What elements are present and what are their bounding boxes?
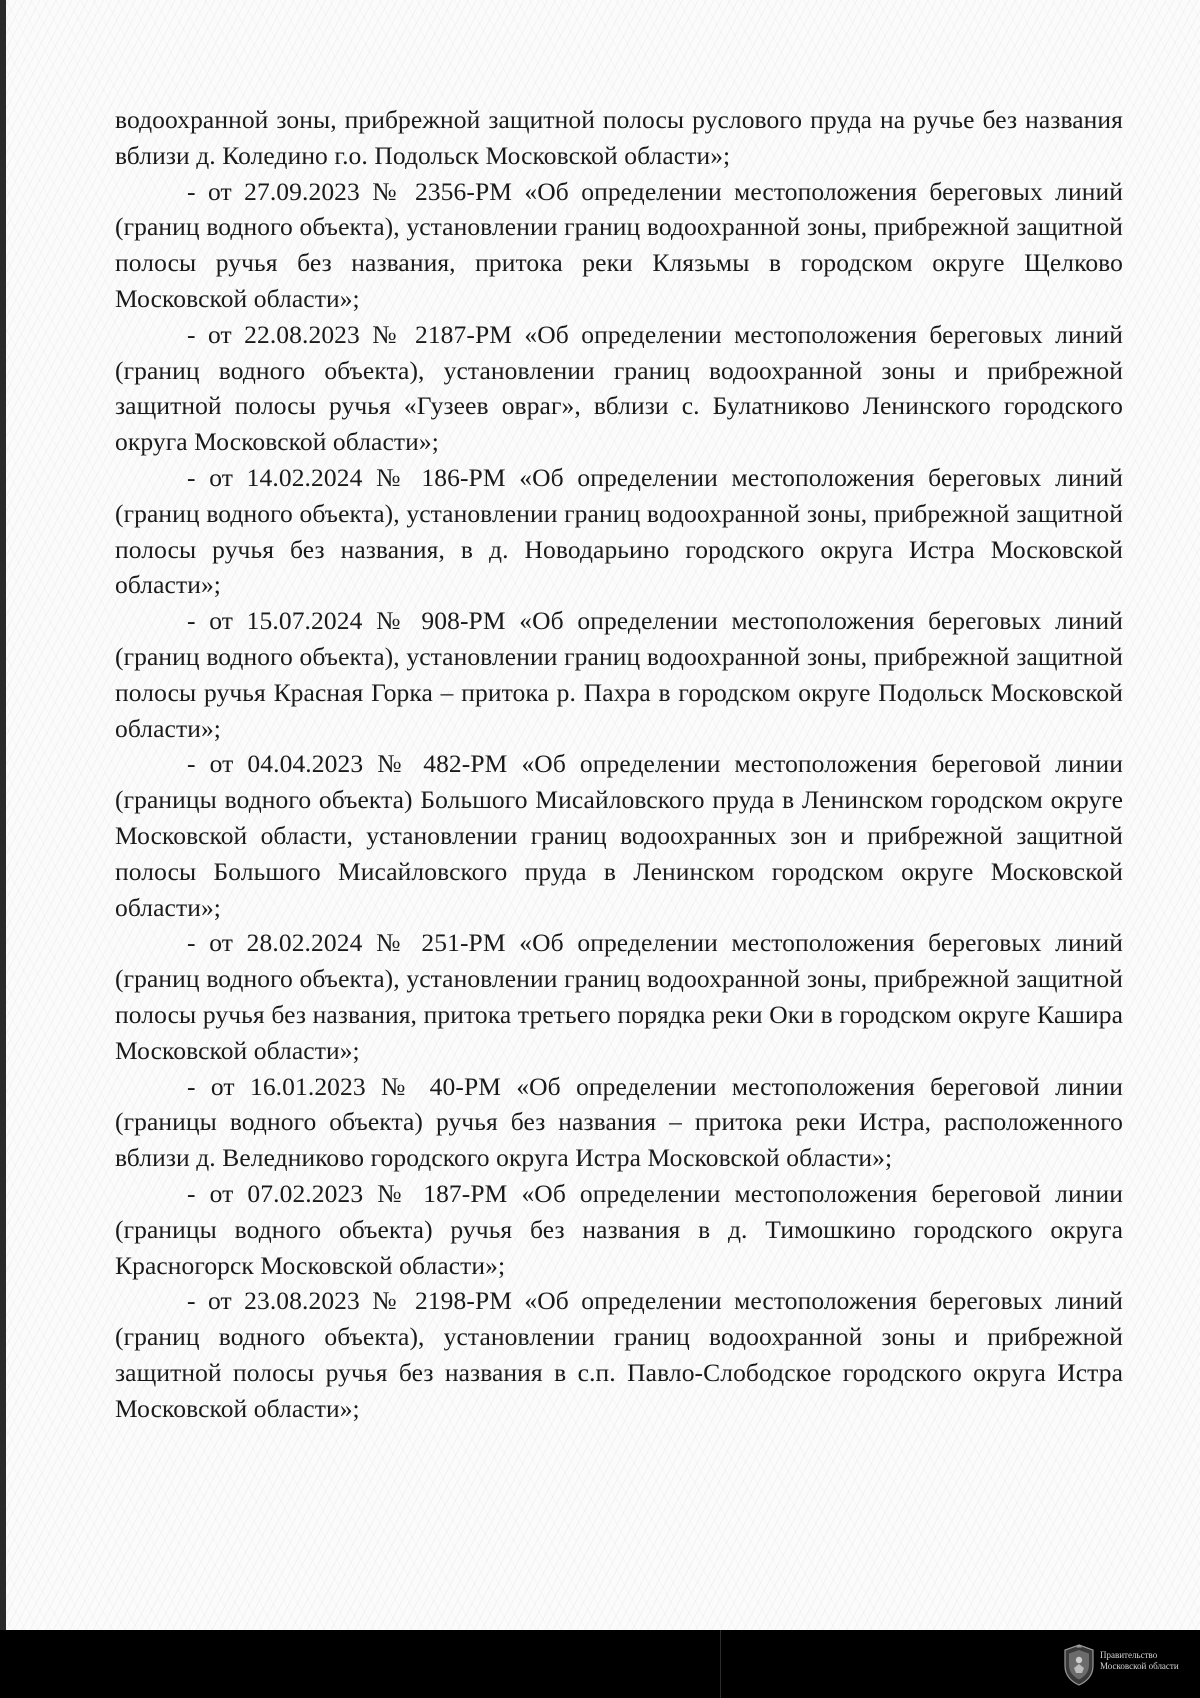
- paragraph-0: водоохранной зоны, прибрежной защитной полосы руслового пруда на ручье без названия вблизи д. Коледино г.о. Подольск Московской области»;: [115, 105, 1123, 170]
- document-body: [115, 102, 1123, 1426]
- list-item-2: - от 22.08.2023 № 2187-РМ «Об определении местоположения береговых линий (границ водного объекта), установлении границ водоохранной зоны и прибрежной защитной полосы ручья «Гузеев овраг», вблизи с. Булатниково Ленинского городского округа Московской области»;: [115, 319, 1123, 457]
- list-item-6: - от 28.02.2024 № 251-РМ «Об определении местоположения береговых линий (границ водного объекта), установлении границ водоохранной зоны, прибрежной защитной полосы ручья без названия, притока третьего порядка реки Оки в городском округе Кашира Московской области»;: [115, 928, 1123, 1065]
- scan-edge: [0, 0, 6, 1630]
- list-item-1: - от 27.09.2023 № 2356-РМ «Об определении местоположения береговых линий (границ водного объекта), установлении границ водоохранной зоны, прибрежной защитной полосы ручья без названия, притока реки Клязьмы в городском округе Щелково Московской области»;: [115, 176, 1123, 313]
- list-item-9: - от 23.08.2023 № 2198-РМ «Об определении местоположения береговых линий (границ водного объекта), установлении границ водоохранной зоны и прибрежной защитной полосы ручья без названия в с.п. Павло-Слободское городского округа Истра Московской области»;: [115, 1286, 1123, 1423]
- footer-bar: [0, 1630, 1200, 1698]
- list-item-7: - от 16.01.2023 № 40-РМ «Об определении местоположения береговой линии (границы водного объекта) ручья без названия – притока реки Истра, расположенного вблизи д. Веледниково городского округа Истра Московской области»;: [115, 1071, 1123, 1173]
- footer-label: Правительство Московской области: [1100, 1650, 1179, 1671]
- list-item-3: - от 14.02.2024 № 186-РМ «Об определении местоположения береговых линий (границ водного объекта), установлении границ водоохранной зоны, прибрежной защитной полосы ручья без названия, в д. Новодарьино городского округа Истра Московской области»;: [115, 462, 1123, 600]
- list-item-5: - от 04.04.2023 № 482-РМ «Об определении местоположения береговой линии (границы водного объекта) Большого Мисайловского пруда в Ленинском городском округе Московской области, установлении границ водоохранных зон и прибрежной защитной полосы Большого Мисайловского пруда в Ленинском городском округе Московской области»;: [115, 749, 1123, 922]
- footer-divider: [720, 1630, 721, 1698]
- list-item-4: - от 15.07.2024 № 908-РМ «Об определении местоположения береговых линий (границ водного объекта), установлении границ водоохранной зоны, прибрежной защитной полосы ручья Красная Горка – притока р. Пахра в городском округе Подольск Московской области»;: [115, 606, 1123, 743]
- list-item-8: - от 07.02.2023 № 187-РМ «Об определении местоположения береговой линии (границы водного объекта) ручья без названия в д. Тимошкино городского округа Красногорск Московской области»;: [115, 1178, 1123, 1280]
- moscow-oblast-coat-of-arms-icon: [1062, 1644, 1096, 1686]
